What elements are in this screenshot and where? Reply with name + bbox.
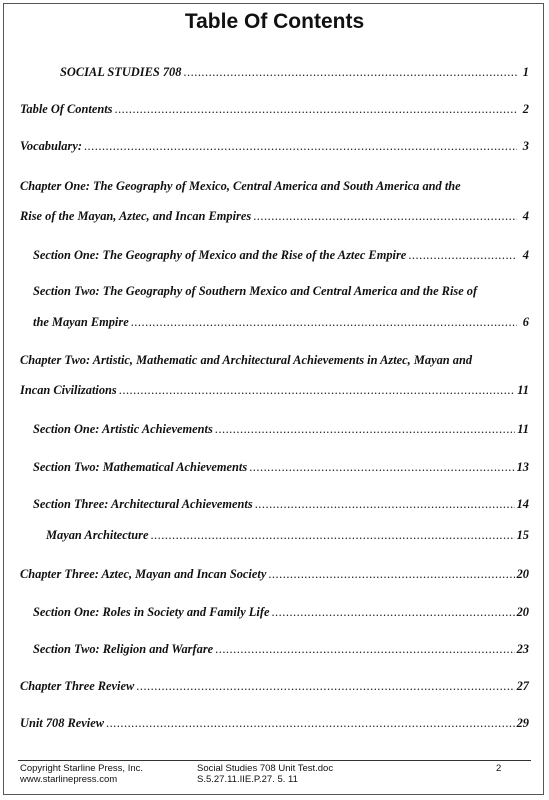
toc-entry-label: Section Three: Architectural Achievements [33,497,253,511]
dot-leader [183,64,517,80]
footer-center [197,763,333,785]
toc-entry-chapter-one[interactable] [20,208,529,224]
footer-left [20,763,143,785]
footer-rule [18,760,531,761]
toc-entry-chapter-two-section-three[interactable] [33,496,529,512]
toc-entry-label: Section One: The Geography of Mexico and the Rise of the Aztec Empire [33,248,407,262]
footer-copyright: Copyright Starline Press, Inc. [20,763,144,774]
dot-leader [215,421,516,437]
toc-entry-page: 4 [522,248,529,262]
toc-entry-label: the Mayan Empire [33,315,129,329]
page-border [3,3,544,795]
dot-leader [215,641,514,657]
dot-leader [253,208,517,224]
toc-entry-page: 14 [516,497,529,511]
dot-leader [106,715,515,731]
toc-entry-page: 2 [522,102,529,116]
dot-leader [114,101,517,117]
toc-entry-chapter-three-section-two[interactable] [33,641,529,657]
dot-leader [84,138,517,154]
toc-entry-chapter-three[interactable] [20,566,529,582]
toc-entry-page: 4 [522,209,529,223]
footer-doc-name: Social Studies 708 Unit Test.doc [197,763,334,774]
page-footer [0,760,549,800]
toc-entry-page: 11 [517,383,529,397]
toc-entry-chapter-two-line1[interactable]: Chapter Two: Artistic, Mathematic and Architectural Achievements in Aztec, Mayan and [20,353,473,367]
toc-entry-chapter-one-section-two-line1[interactable]: Section Two: The Geography of Southern Mexico and Central America and the Rise of [33,284,478,298]
toc-entry-chapter-one-line1[interactable]: Chapter One: The Geography of Mexico, Central America and South America and the [20,179,461,193]
toc-entry-label: Incan Civilizations [20,383,117,397]
dot-leader [131,314,517,330]
dot-leader [271,604,514,620]
toc-entry-page: 29 [516,716,529,730]
toc-entry-chapter-two-section-one[interactable] [33,421,529,437]
toc-entry-label: Section Two: Religion and Warfare [33,642,214,656]
toc-entry-chapter-one-section-one[interactable] [33,247,529,263]
dot-leader [408,247,517,263]
dot-leader [249,459,514,475]
toc-entry-label: SOCIAL STUDIES 708 [60,65,182,79]
toc-entry-page: 3 [522,139,529,153]
toc-entry-page: 6 [522,315,529,329]
toc-entry-page: 1 [522,65,529,79]
toc-entry-page: 27 [516,679,529,693]
toc-entry-unit-708-review[interactable] [20,715,529,731]
toc-entry-label: Mayan Architecture [46,528,149,542]
toc-entry-label: Unit 708 Review [20,716,104,730]
toc-entry-page: 13 [516,460,529,474]
footer-page-number: 2 [496,763,502,774]
toc-entry-table-of-contents[interactable] [20,101,529,117]
page-title: Table Of Contents [184,10,365,33]
toc-entry-label: Section Two: Mathematical Achievements [33,460,248,474]
toc-entry-page: 20 [516,605,529,619]
toc-entry-label: Rise of the Mayan, Aztec, and Incan Empires [20,209,252,223]
toc-entry-label: Chapter Three: Aztec, Mayan and Incan Society [20,567,267,581]
toc-entry-label: Section One: Artistic Achievements [33,422,213,436]
toc-entry-label: Chapter Three Review [20,679,135,693]
toc-entry-chapter-three-review[interactable] [20,678,529,694]
toc-entry-label: Table Of Contents [20,102,113,116]
footer-website: www.starlinepress.com [20,774,118,785]
toc-entry-chapter-two[interactable] [20,382,529,398]
toc-entry-page: 15 [516,528,529,542]
toc-entry-vocabulary[interactable] [20,138,529,154]
toc-entry-chapter-two-section-two[interactable] [33,459,529,475]
toc-entry-mayan-architecture[interactable] [46,527,529,543]
footer-doc-code: S.5.27.11.IIE.P.27. 5. 11 [197,774,298,785]
toc-entry-page: 20 [516,567,529,581]
toc-entry-social-studies-708[interactable] [60,64,529,80]
toc-entry-page: 23 [516,642,529,656]
toc-entry-page: 11 [517,422,529,436]
toc-entry-chapter-one-section-two[interactable] [33,314,529,330]
toc-entry-label: Section One: Roles in Society and Family Life [33,605,270,619]
dot-leader [268,566,514,582]
dot-leader [119,382,516,398]
dot-leader [136,678,514,694]
toc-entry-chapter-three-section-one[interactable] [33,604,529,620]
toc-entry-label: Vocabulary: [20,139,82,153]
dot-leader [150,527,514,543]
dot-leader [255,496,515,512]
